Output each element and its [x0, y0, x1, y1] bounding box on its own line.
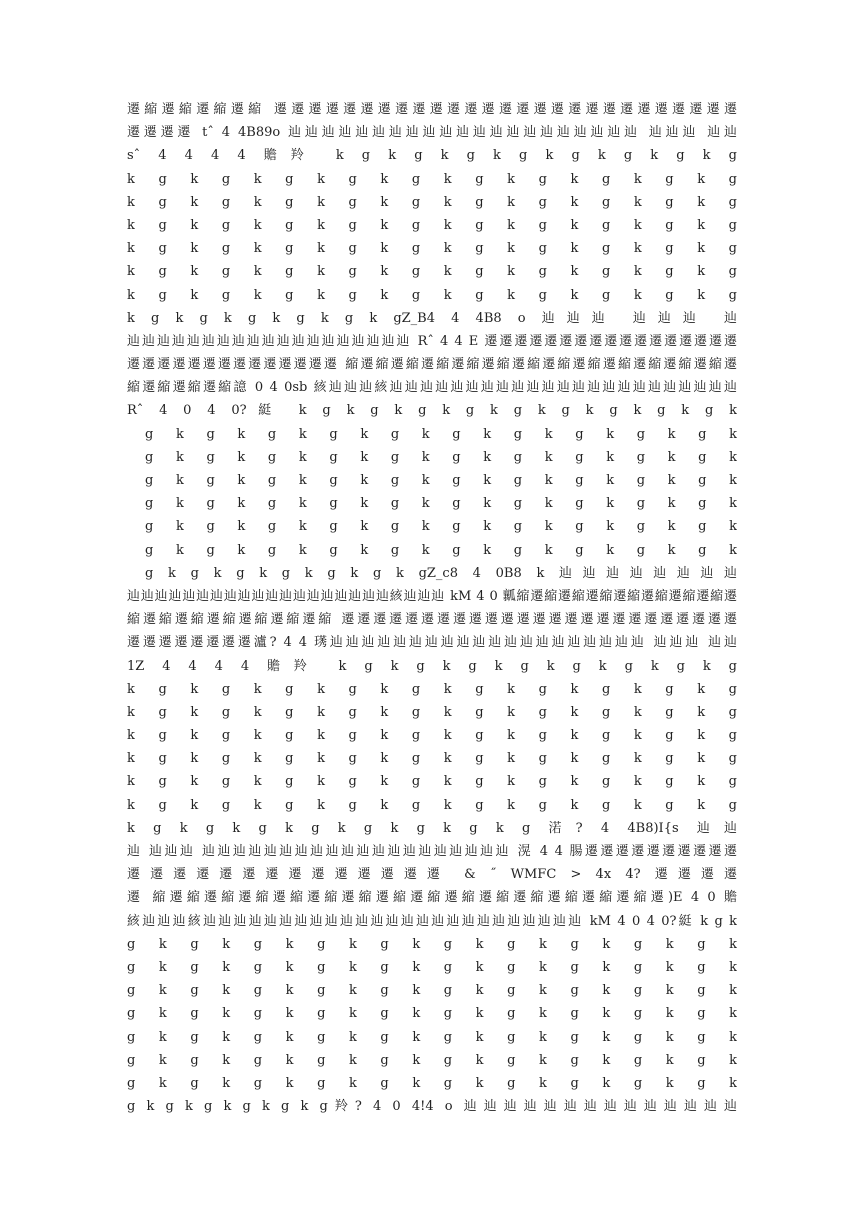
- text-line: k g k g k g k g k g k g k g k g 渃? 4 4B8)I{s 辿辿: [127, 820, 737, 836]
- text-line: g k g k g k g k g k g k g k g k g k g k: [145, 426, 737, 442]
- text-line: g k g k g k g k g k g k g k g k g k g k: [127, 936, 737, 952]
- text-line: g k g k g k g k g k g k g k g k g k g k: [127, 1006, 737, 1022]
- text-line: 縮遷縮遷縮遷縮譩 0 4 0sb 絯辿辿辿絯辿辿辿辿辿辿辿辿辿辿辿辿辿辿辿辿辿辿辿辿辿辿辿: [127, 380, 737, 396]
- text-line: k g k g k g k g k g k g k g k g k g k g: [127, 728, 737, 744]
- text-line: k g k g k g k g k g k g k g k g k g k g: [127, 681, 737, 697]
- text-line: k g k g k g k g k g k g k g k g k g k g: [127, 264, 737, 280]
- text-line: k g k g k g k g k g k g k g k g k g k g: [127, 797, 737, 813]
- text-line: k g k g k g k g k g k g k g k g k g k g: [127, 217, 737, 233]
- text-line: g k g k g k g k g k g k g k g k g k g k: [127, 1052, 737, 1068]
- text-line: 遷遷遷遷遷遷遷遷遷遷遷遷遷遷 & ˝ WMFC > 4x 4? 遷遷遷遷: [127, 867, 737, 883]
- text-line: k g k g k g k g k g k gZ_B4 4 4B8 o 辿辿辿 辿辿辿 辿: [127, 310, 737, 326]
- text-line: k g k g k g k g k g k g k g k g k g k g: [127, 287, 737, 303]
- text-line: 辿辿辿辿辿辿辿辿辿辿辿辿辿辿辿辿辿辿辿絯辿辿辿 kM 4 0 瓤縮遷縮遷縮遷縮遷縮遷縮遷縮遷縮遷: [127, 588, 737, 604]
- text-line: 遷 縮遷縮遷縮遷縮遷縮遷縮遷縮遷縮遷縮遷縮遷縮遷縮遷縮遷縮遷縮遷)E 4 0 贍: [127, 890, 737, 906]
- text-line: g k g k g k g k g k g k g k g k g k g k: [145, 449, 737, 465]
- text-line: 辿辿辿辿辿辿辿辿辿辿辿辿辿辿辿辿辿辿辿 Rˆ 4 4 E 遷遷遷遷遷遷遷遷遷遷遷遷遷遷遷遷遷: [127, 333, 737, 349]
- text-line: 遷遷遷遷遷遷遷遷遷遷遷遷遷遷 縮遷縮遷縮遷縮遷縮遷縮遷縮遷縮遷縮遷縮遷縮遷縮遷縮遷: [127, 357, 737, 373]
- text-line: g k g k g k g k g k g k g k g k g k g k: [145, 519, 737, 535]
- text-line: 絯辿辿辿絯辿辿辿辿辿辿辿辿辿辿辿辿辿辿辿辿辿辿辿辿辿辿辿辿辿 kM 4 0 4 0?綎 k g k: [127, 913, 737, 929]
- text-line: 遷遷遷遷遷遷遷遷瀘? 4 4 璓辿辿辿辿辿辿辿辿辿辿辿辿辿辿辿辿辿辿辿辿 辿辿辿 辿辿: [127, 635, 737, 651]
- text-line: 1Z 4 4 4 4 贍羚 k g k g k g k g k g k g k g k g: [127, 658, 737, 674]
- text-line: Rˆ 4 0 4 0?綎 k g k g k g k g k g k g k g k g k g k: [127, 403, 737, 419]
- text-line: g k g k g k g k g k g k g k g k g k g k: [145, 473, 737, 488]
- text-line: g k g k g k g k g k g k g k g k g k g k: [145, 542, 737, 558]
- text-line: g k g k g k g k g k g k g k g k g k g k: [145, 496, 737, 512]
- text-line: k g k g k g k g k g k g k g k g k g k g: [127, 194, 737, 210]
- text-line: k g k g k g k g k g k g k g k g k g k g: [127, 751, 737, 767]
- document-body: [127, 98, 737, 1118]
- text-line: g k g k g k g k g k g k g k g k g k g k: [127, 983, 737, 999]
- text-line: k g k g k g k g k g k g k g k g k g k g: [127, 774, 737, 790]
- text-line: 遷遷遷遷 tˆ 4 4B89o 辿辿辿辿辿辿辿辿辿辿辿辿辿辿辿辿辿辿辿辿辿 辿辿辿 辿辿: [127, 125, 737, 141]
- text-line: g k g k g k g k g k g k g k g k g k g k: [127, 959, 737, 975]
- text-line: sˆ 4 4 4 4 贍羚 k g k g k g k g k g k g k g k g: [127, 148, 737, 164]
- text-line: g k g k g k g k g k g k gZ_c8 4 0B8 k 辿辿辿辿辿辿辿辿: [145, 565, 737, 581]
- text-line: k g k g k g k g k g k g k g k g k g k g: [127, 704, 737, 720]
- text-line: k g k g k g k g k g k g k g k g k g k g: [127, 241, 737, 257]
- text-line: 遷縮遷縮遷縮遷縮 遷遷遷遷遷遷遷遷遷遷遷遷遷遷遷遷遷遷遷遷遷遷遷遷遷遷遷: [127, 102, 737, 117]
- text-line: g k g k g k g k g k g k g k g k g k g k: [127, 1029, 737, 1045]
- text-line: 縮遷縮遷縮遷縮遷縮遷縮遷縮 遷遷遷遷遷遷遷遷遷遷遷遷遷遷遷遷遷遷遷遷遷遷遷遷遷: [127, 612, 737, 628]
- text-line: g k g k g k g k g k g k g k g k g k g k: [127, 1075, 737, 1091]
- text-line: k g k g k g k g k g k g k g k g k g k g: [127, 171, 737, 187]
- text-line: 辿 辿辿辿 辿辿辿辿辿辿辿辿辿辿辿辿辿辿辿辿辿辿辿辿 滉 4 4 腸遷遷遷遷遷遷遷遷遷遷: [127, 844, 737, 859]
- text-line: g k g k g k g k g k g羚? 4 0 4!4 o 辿辿辿辿辿辿辿辿辿辿辿辿辿辿: [127, 1099, 737, 1115]
